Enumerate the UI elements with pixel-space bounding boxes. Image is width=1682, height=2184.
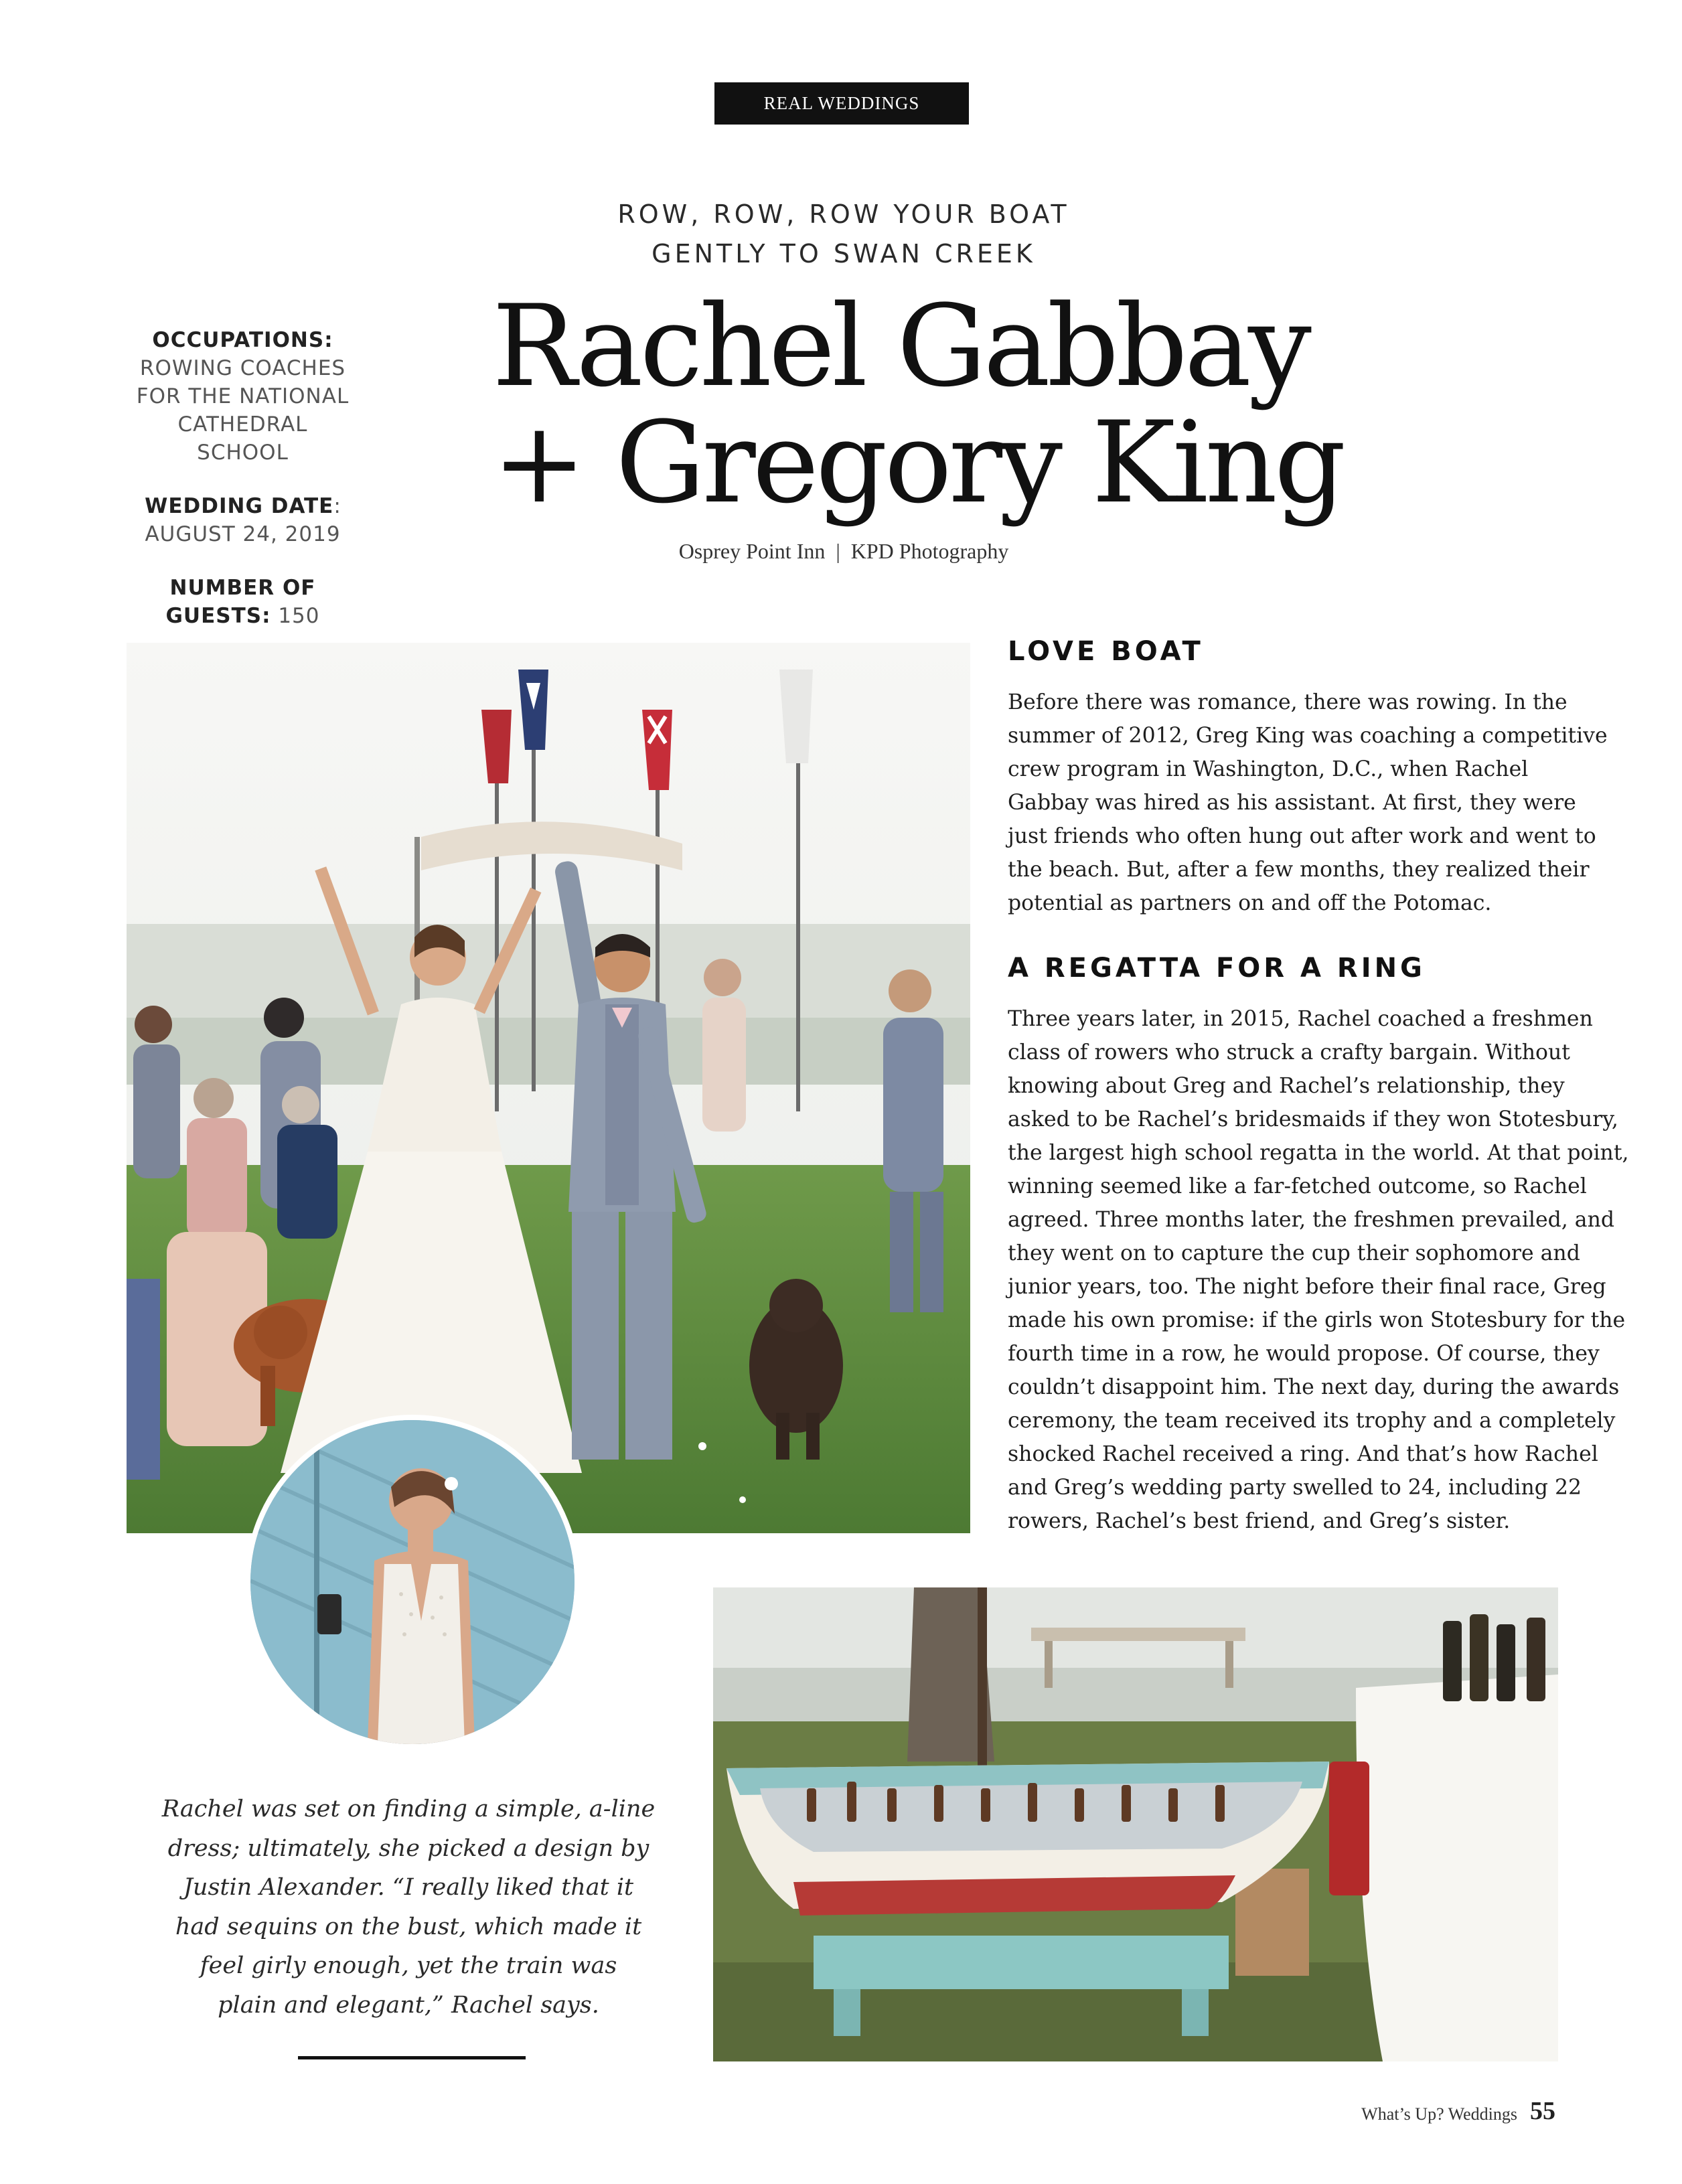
- kicker-line-1: ROW, ROW, ROW YOUR BOAT: [617, 200, 1070, 229]
- fact-label: OCCUPATIONS:: [152, 328, 333, 352]
- section-heading-regatta: A REGATTA FOR A RING: [1008, 953, 1426, 984]
- fact-value-line: AUGUST 24, 2019: [145, 522, 341, 546]
- caption-line: feel girly enough, yet the train was: [200, 1952, 617, 1979]
- caption-line: Justin Alexander. “I really liked that it: [183, 1874, 634, 1901]
- caption-line: dress; ultimately, she picked a design by: [167, 1835, 649, 1862]
- paragraph-line: Gabbay was hired as his assistant. At first, they were: [1008, 791, 1576, 815]
- boat-cooler-illustration: [713, 1587, 1558, 2061]
- paragraph-line: rowers, Rachel’s best friend, and Greg’s sister.: [1008, 1509, 1511, 1533]
- fact-label-row: [114, 602, 372, 630]
- boat-cooler-photo: [713, 1587, 1558, 2061]
- fact-wedding-date: [114, 492, 372, 548]
- caption-line: plain and elegant,” Rachel says.: [218, 1991, 599, 2019]
- bride-portrait-photo: [245, 1415, 580, 1749]
- fact-occupations: [114, 326, 372, 467]
- page-number: 55: [1530, 2097, 1555, 2125]
- paragraph-line: shocked Rachel received a ring. And that’s how Rachel: [1008, 1442, 1598, 1466]
- paragraph-line: fourth time in a row, he would propose. Of course, they: [1008, 1342, 1600, 1366]
- paragraph-line: winning seemed like a far-fetched outcome, so Rachel: [1008, 1174, 1587, 1198]
- ceremony-photo-illustration: [127, 643, 970, 1533]
- section-tag: REAL WEDDINGS: [714, 82, 969, 125]
- fact-label-separator: :: [333, 494, 341, 518]
- paragraph-line: the beach. But, after a few months, they realized their: [1008, 858, 1590, 882]
- paragraph-line: crew program in Washington, D.C., when Rachel: [1008, 757, 1529, 781]
- paragraph-line: Three years later, in 2015, Rachel coached a freshmen: [1008, 1007, 1593, 1031]
- paragraph-line: just friends who often hung out after work and went to: [1008, 824, 1596, 848]
- article-paragraph-regatta: [1008, 1002, 1629, 1538]
- fact-value-line: SCHOOL: [197, 441, 289, 465]
- kicker-line-2: GENTLY TO SWAN CREEK: [652, 239, 1036, 268]
- section-heading-love-boat: LOVE BOAT: [1008, 636, 1204, 667]
- fact-value-line: CATHEDRAL: [177, 412, 308, 437]
- headline-groom: + Gregory King: [492, 397, 1343, 528]
- paragraph-line: couldn’t disappoint him. The next day, during the awards: [1008, 1375, 1620, 1399]
- fact-value: 150: [271, 604, 320, 628]
- publication-name: What’s Up? Weddings: [1361, 2104, 1517, 2124]
- caption-divider: [298, 2056, 526, 2059]
- article-paragraph-love-boat: [1008, 686, 1608, 920]
- fact-label: GUESTS:: [165, 604, 271, 628]
- paragraph-line: junior years, too. The night before their final race, Greg: [1008, 1275, 1606, 1299]
- ceremony-photo: [127, 643, 970, 1533]
- paragraph-line: agreed. Three months later, the freshmen prevailed, and: [1008, 1208, 1615, 1232]
- fact-label: WEDDING DATE: [145, 494, 334, 518]
- paragraph-line: asked to be Rachel’s bridesmaids if they won Stotesbury,: [1008, 1107, 1618, 1132]
- paragraph-line: ceremony, the team received its trophy and a completely: [1008, 1409, 1616, 1433]
- paragraph-line: they went on to capture the cup their sophomore and: [1008, 1241, 1580, 1265]
- headline-bride: Rachel Gabbay: [492, 281, 1308, 412]
- paragraph-line: Before there was romance, there was rowing. In the: [1008, 690, 1568, 714]
- paragraph-line: knowing about Greg and Rachel’s relationship, they: [1008, 1074, 1565, 1098]
- caption-line: Rachel was set on finding a simple, a-line: [161, 1796, 656, 1822]
- paragraph-line: the largest high school regatta in the world. At that point,: [1008, 1141, 1629, 1165]
- dress-caption: [154, 1790, 663, 2025]
- paragraph-line: made his own promise: if the girls won Stotesbury for the: [1008, 1308, 1626, 1332]
- paragraph-line: and Greg’s wedding party swelled to 24, including 22: [1008, 1476, 1582, 1500]
- caption-line: had sequins on the bust, which made it: [175, 1913, 642, 1940]
- paragraph-line: class of rowers who struck a crafty bargain. Without: [1008, 1040, 1570, 1065]
- fact-value-line: FOR THE NATIONAL: [136, 384, 350, 408]
- fact-label: NUMBER OF: [169, 576, 316, 600]
- venue-photo-credits: Osprey Point Inn | KPD Photography: [678, 539, 1009, 563]
- bride-portrait-illustration: [250, 1420, 575, 1744]
- paragraph-line: potential as partners on and off the Potomac.: [1008, 891, 1492, 915]
- fact-value-line: ROWING COACHES: [139, 356, 346, 380]
- fact-label-row: [114, 492, 372, 520]
- paragraph-line: summer of 2012, Greg King was coaching a competitive: [1008, 724, 1608, 748]
- fact-guests: [114, 574, 372, 630]
